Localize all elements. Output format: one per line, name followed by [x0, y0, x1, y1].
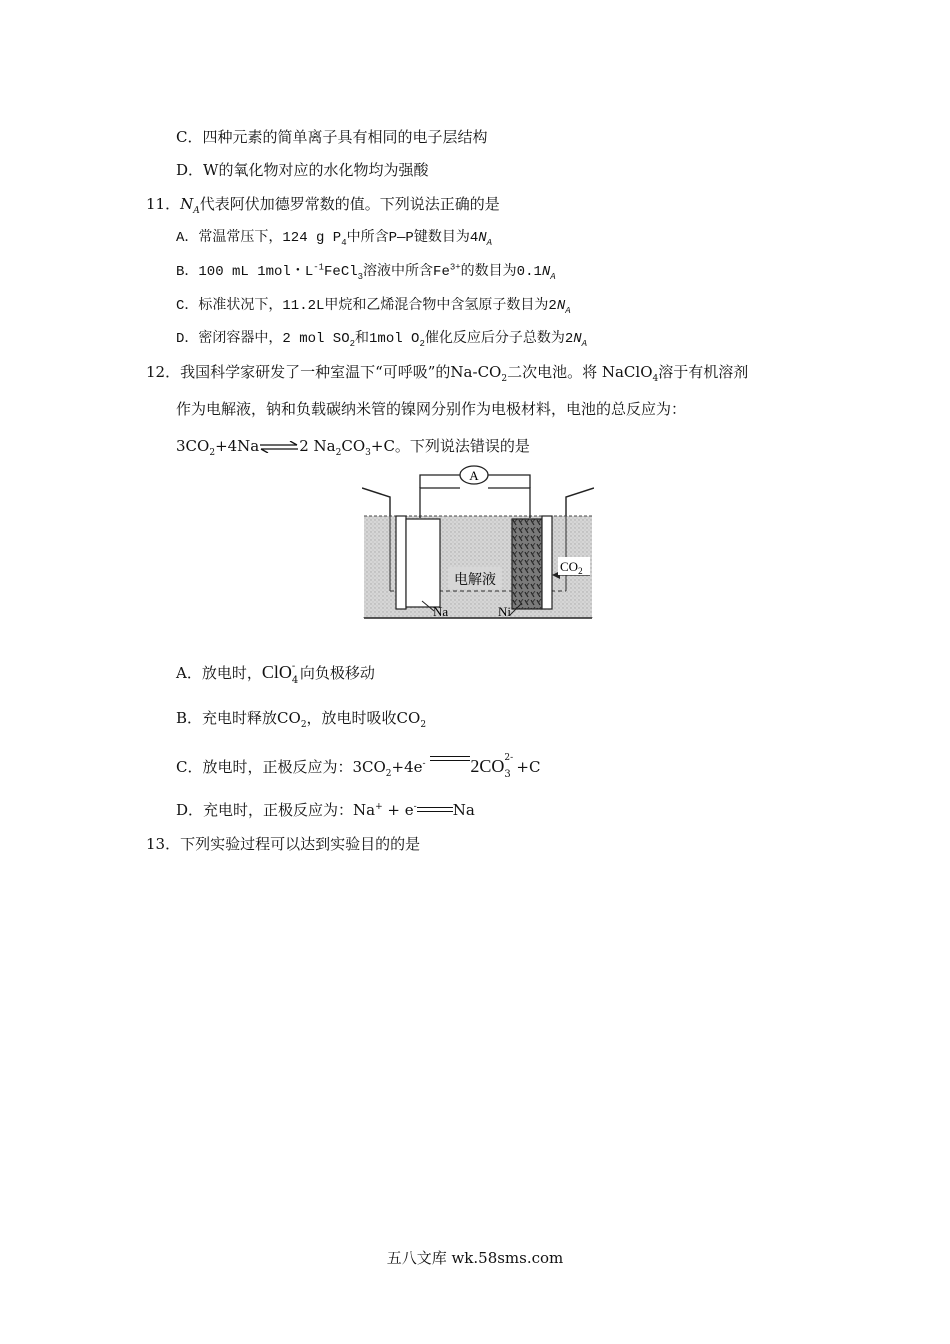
- clo4-scripts: - 4: [291, 661, 299, 686]
- q10-option-d: D．W的氧化物对应的水化物均为强酸: [176, 161, 429, 179]
- ammeter-label: A: [469, 468, 479, 483]
- reversible-arrow-icon: [259, 441, 299, 453]
- ni-electrode: [510, 516, 552, 615]
- co3-scripts: 2- 3: [504, 753, 514, 780]
- page-footer: 五八文库 wk.58sms.com: [386, 1249, 564, 1267]
- q11-stem: 11．$N_A$代表阿伏加德罗常数的值。下列说法正确的是: [146, 195, 500, 216]
- na-label: Na: [433, 604, 449, 619]
- q12-equation: $3CO_2+4Na$ 2 $Na_2CO_3+C$。下列说法错误的是: [176, 437, 530, 458]
- q13-stem: 13．下列实验过程可以达到实验目的的是: [146, 835, 421, 853]
- q12-option-c: C．放电时，正极反应为：$3CO_2+4e^-$ 2CO 2- 3 +C: [176, 753, 541, 780]
- battery-diagram: [362, 463, 594, 631]
- q12-option-a: A．放电时，ClO - 4 向负极移动: [176, 661, 375, 686]
- electrolyte-label: 电解液: [454, 572, 496, 588]
- q11-option-d: D．密闭容器中，2 mol $SO_2$和1mol $O_2$催化反应后分子总数为$2N_A$: [176, 331, 588, 349]
- q11-option-b: B．100 mL 1mol・$L^{-1}FeCl_3$溶液中所含$Fe^{3+}$的数目为$0.1N_A$: [176, 262, 556, 282]
- equals-sign-icon: [430, 754, 470, 766]
- external-circuit: [420, 466, 530, 518]
- co2-label: $CO_2$: [560, 559, 583, 576]
- ni-label: Ni: [498, 604, 511, 619]
- na-electrode: [396, 516, 440, 611]
- q10-option-c: C．四种元素的简单离子具有相同的电子层结构: [176, 128, 488, 146]
- q11-option-a: A．常温常压下，124 g $P_4$中所含P—P键数目为$4N_A$: [176, 230, 493, 248]
- q11-number: 11．: [146, 195, 181, 213]
- q11-option-c: C．标准状况下，11.2L甲烷和乙烯混合物中含氢原子数目为$2N_A$: [176, 298, 571, 316]
- q12-option-d: D．充电时，正极反应为：Na+ + e- Na: [176, 801, 475, 819]
- q12-stem-line1: 12．我国科学家研发了一种室温下“可呼吸”的$Na-CO_2$二次电池。将 NaClO$_4$溶于有机溶剂: [146, 363, 749, 384]
- q12-option-b: B．充电时释放$CO_2$，放电时吸收$CO_2$: [176, 709, 427, 730]
- q13-number: 13．: [146, 835, 181, 853]
- q12-number: 12．: [146, 363, 181, 381]
- equals-sign-icon: [417, 805, 453, 817]
- q12-stem-line2: 作为电解液，钠和负载碳纳米管的镍网分别作为电极材料，电池的总反应为：: [176, 400, 687, 418]
